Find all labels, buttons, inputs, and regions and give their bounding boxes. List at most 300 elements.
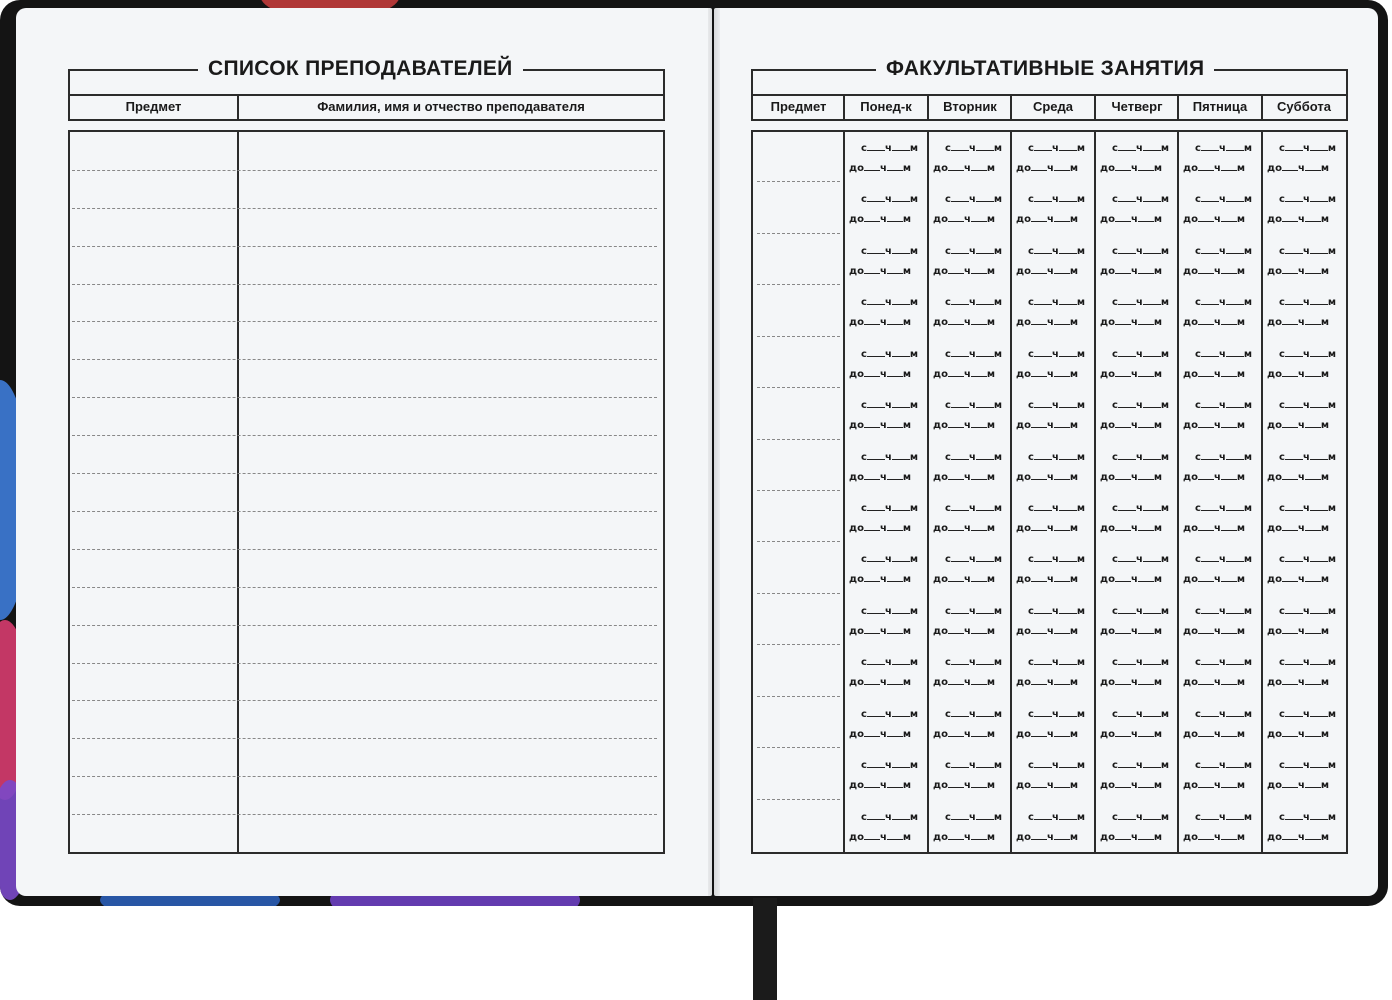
- time-label: с: [1279, 503, 1285, 514]
- time-slot-cell[interactable]: [1183, 241, 1257, 284]
- time-slot-cell[interactable]: [849, 498, 923, 541]
- time-to-line: [1016, 162, 1090, 174]
- time-label: до: [933, 369, 948, 380]
- time-slot-cell[interactable]: [1267, 601, 1341, 644]
- time-slot-cell[interactable]: [1183, 292, 1257, 335]
- elective-subject-cell[interactable]: [755, 801, 841, 852]
- time-label: с: [861, 400, 867, 411]
- time-label: ч: [1051, 349, 1059, 360]
- time-slot-cell[interactable]: [1100, 189, 1174, 232]
- time-label: ч: [968, 812, 976, 823]
- time-slot-cell[interactable]: [1100, 549, 1174, 592]
- elective-subject-cell[interactable]: [755, 286, 841, 337]
- time-label: м: [1327, 349, 1336, 360]
- teacher-row-line[interactable]: [72, 511, 657, 512]
- blank-underline: [951, 553, 969, 562]
- time-label: м: [993, 246, 1002, 257]
- time-label: м: [902, 626, 912, 637]
- time-label: м: [986, 420, 996, 431]
- time-slot-cell[interactable]: [1183, 138, 1257, 181]
- blank-underline: [1282, 779, 1298, 788]
- time-slot-cell[interactable]: [1100, 292, 1174, 335]
- time-slot-cell[interactable]: [849, 395, 923, 438]
- time-label: до: [1100, 832, 1115, 843]
- blank-underline: [1310, 245, 1328, 254]
- time-label: ч: [1302, 194, 1310, 205]
- blank-underline: [864, 471, 880, 480]
- time-label: м: [986, 163, 996, 174]
- time-label: ч: [1046, 214, 1054, 225]
- time-slot-cell[interactable]: [1016, 652, 1090, 695]
- time-slot-cell[interactable]: [1267, 138, 1341, 181]
- time-to-line: [1100, 728, 1174, 740]
- time-slot-cell[interactable]: [849, 549, 923, 592]
- time-to-line: [1267, 316, 1341, 328]
- teacher-row-line[interactable]: [72, 549, 657, 550]
- time-slot-cell[interactable]: [933, 241, 1007, 284]
- elective-row-line: [757, 490, 840, 491]
- blank-underline: [892, 193, 910, 202]
- blank-underline: [948, 265, 964, 274]
- day-header-4: Пятница: [1192, 99, 1248, 114]
- blank-underline: [1031, 368, 1047, 377]
- blank-underline: [892, 348, 910, 357]
- elective-subject-cell[interactable]: [755, 595, 841, 646]
- time-label: м: [902, 523, 912, 534]
- blank-underline: [864, 779, 880, 788]
- time-label: м: [1320, 214, 1330, 225]
- time-from-line: [1183, 605, 1257, 617]
- time-label: ч: [1046, 472, 1054, 483]
- blank-underline: [864, 831, 880, 840]
- teacher-row-line[interactable]: [72, 435, 657, 436]
- time-slot-cell[interactable]: [933, 755, 1007, 798]
- time-slot-cell[interactable]: [849, 755, 923, 798]
- time-slot-cell[interactable]: [1016, 395, 1090, 438]
- teacher-row-line[interactable]: [72, 473, 657, 474]
- elective-subject-cell[interactable]: [755, 183, 841, 234]
- time-to-line: [849, 368, 923, 380]
- blank-underline: [867, 348, 885, 357]
- blank-underline: [1282, 265, 1298, 274]
- elective-subject-cell[interactable]: [755, 338, 841, 389]
- teacher-row-line[interactable]: [72, 776, 657, 777]
- time-slot-cell[interactable]: [1100, 755, 1174, 798]
- time-label: ч: [1218, 246, 1226, 257]
- time-slot-cell[interactable]: [849, 241, 923, 284]
- time-slot-cell[interactable]: [933, 189, 1007, 232]
- time-slot-cell[interactable]: [1016, 447, 1090, 490]
- time-slot-cell[interactable]: [1016, 755, 1090, 798]
- time-slot-cell[interactable]: [1183, 704, 1257, 747]
- time-label: м: [986, 677, 996, 688]
- time-label: с: [861, 760, 867, 771]
- time-slot-cell[interactable]: [1267, 241, 1341, 284]
- time-slot-cell[interactable]: [1100, 447, 1174, 490]
- time-label: с: [945, 452, 951, 463]
- teacher-row-line[interactable]: [72, 700, 657, 701]
- time-label: ч: [1213, 677, 1221, 688]
- elective-subject-cell[interactable]: [755, 749, 841, 800]
- time-label: ч: [963, 626, 971, 637]
- time-label: с: [1112, 503, 1118, 514]
- time-label: ч: [1135, 246, 1143, 257]
- time-slot-cell[interactable]: [1183, 344, 1257, 387]
- teacher-row-line[interactable]: [72, 359, 657, 360]
- time-label: м: [993, 452, 1002, 463]
- blank-underline: [892, 296, 910, 305]
- time-label: ч: [1130, 574, 1138, 585]
- blank-underline: [971, 522, 987, 531]
- time-slot-cell[interactable]: [849, 704, 923, 747]
- blank-underline: [1226, 245, 1244, 254]
- time-slot-cell[interactable]: [1183, 807, 1257, 850]
- time-label: с: [1028, 297, 1034, 308]
- time-slot-cell[interactable]: [1100, 344, 1174, 387]
- teacher-row-line[interactable]: [72, 663, 657, 664]
- time-label: ч: [1046, 369, 1054, 380]
- elective-subject-cell[interactable]: [755, 132, 841, 183]
- time-from-line: [933, 451, 1007, 463]
- time-label: м: [1069, 574, 1079, 585]
- blank-underline: [1138, 471, 1154, 480]
- time-slot-cell[interactable]: [1100, 601, 1174, 644]
- blank-underline: [1054, 625, 1070, 634]
- column-header-teacher-name: Фамилия, имя и отчество преподавателя: [317, 99, 585, 114]
- blank-underline: [1226, 811, 1244, 820]
- time-label: с: [1279, 760, 1285, 771]
- blank-underline: [1118, 656, 1136, 665]
- blank-underline: [1059, 605, 1077, 614]
- time-label: м: [1069, 214, 1079, 225]
- time-slot-cell[interactable]: [933, 292, 1007, 335]
- time-label: ч: [1051, 400, 1059, 411]
- blank-underline: [976, 811, 994, 820]
- time-from-line: [1267, 759, 1341, 771]
- time-label: м: [1160, 709, 1169, 720]
- time-label: ч: [879, 420, 887, 431]
- blank-underline: [1285, 348, 1303, 357]
- time-label: м: [986, 832, 996, 843]
- time-slot-cell[interactable]: [933, 549, 1007, 592]
- time-slot-cell[interactable]: [1267, 344, 1341, 387]
- time-from-line: [933, 811, 1007, 823]
- time-slot-cell[interactable]: [933, 138, 1007, 181]
- time-label: с: [1195, 709, 1201, 720]
- time-label: м: [993, 503, 1002, 514]
- elective-subject-cell[interactable]: [755, 389, 841, 440]
- time-slot-cell[interactable]: [1267, 189, 1341, 232]
- teacher-row-line[interactable]: [72, 321, 657, 322]
- time-to-line: [1016, 831, 1090, 843]
- time-label: с: [1195, 606, 1201, 617]
- time-label: м: [1243, 452, 1252, 463]
- time-slot-cell[interactable]: [849, 344, 923, 387]
- time-label: м: [1327, 143, 1336, 154]
- time-label: м: [1076, 143, 1085, 154]
- time-slot-cell[interactable]: [849, 138, 923, 181]
- bookmark-ribbon[interactable]: [753, 898, 777, 1000]
- time-label: ч: [1051, 452, 1059, 463]
- time-slot-cell[interactable]: [1016, 138, 1090, 181]
- time-label: с: [1279, 400, 1285, 411]
- blank-underline: [1138, 316, 1154, 325]
- time-label: с: [1028, 503, 1034, 514]
- time-label: с: [1112, 400, 1118, 411]
- time-slot-cell[interactable]: [933, 601, 1007, 644]
- time-to-line: [933, 676, 1007, 688]
- blank-underline: [1310, 605, 1328, 614]
- time-slot-cell[interactable]: [1183, 395, 1257, 438]
- time-slot-cell[interactable]: [1267, 395, 1341, 438]
- time-slot-cell[interactable]: [933, 704, 1007, 747]
- time-slot-cell[interactable]: [933, 447, 1007, 490]
- time-slot-cell[interactable]: [1183, 652, 1257, 695]
- time-from-line: [1183, 142, 1257, 154]
- blank-underline: [1054, 522, 1070, 531]
- elective-subject-cell[interactable]: [755, 441, 841, 492]
- blank-underline: [1054, 676, 1070, 685]
- time-from-line: [1016, 245, 1090, 257]
- blank-underline: [976, 399, 994, 408]
- time-slot-cell[interactable]: [1016, 549, 1090, 592]
- blank-underline: [1282, 573, 1298, 582]
- blank-underline: [951, 296, 969, 305]
- time-slot-cell[interactable]: [1183, 447, 1257, 490]
- time-label: ч: [1046, 523, 1054, 534]
- time-label: с: [945, 812, 951, 823]
- time-label: м: [986, 523, 996, 534]
- time-slot-cell[interactable]: [849, 652, 923, 695]
- teacher-row-line[interactable]: [72, 738, 657, 739]
- blank-underline: [1226, 296, 1244, 305]
- time-label: м: [1153, 214, 1163, 225]
- teacher-row-line[interactable]: [72, 170, 657, 171]
- blank-underline: [951, 451, 969, 460]
- time-from-line: [1267, 399, 1341, 411]
- blank-underline: [867, 708, 885, 717]
- time-label: с: [945, 606, 951, 617]
- time-slot-cell[interactable]: [1016, 704, 1090, 747]
- time-slot-cell[interactable]: [1100, 807, 1174, 850]
- time-slot-cell[interactable]: [933, 498, 1007, 541]
- time-slot-cell[interactable]: [1016, 241, 1090, 284]
- time-label: м: [1153, 729, 1163, 740]
- time-label: м: [1076, 349, 1085, 360]
- elective-subject-cell[interactable]: [755, 492, 841, 543]
- time-to-line: [1100, 368, 1174, 380]
- time-slot-cell[interactable]: [1100, 138, 1174, 181]
- time-from-line: [1267, 553, 1341, 565]
- blank-underline: [948, 728, 964, 737]
- blank-underline: [1282, 831, 1298, 840]
- blank-underline: [864, 368, 880, 377]
- blank-underline: [1031, 471, 1047, 480]
- blank-underline: [1305, 162, 1321, 171]
- time-to-line: [1100, 162, 1174, 174]
- time-label: м: [1160, 503, 1169, 514]
- time-label: до: [1183, 214, 1198, 225]
- time-label: с: [1195, 349, 1201, 360]
- time-label: ч: [1297, 832, 1305, 843]
- time-label: м: [1320, 472, 1330, 483]
- time-slot-cell[interactable]: [1016, 498, 1090, 541]
- time-label: с: [1112, 709, 1118, 720]
- blank-underline: [1310, 193, 1328, 202]
- elective-row-line: [757, 284, 840, 285]
- time-slot-cell[interactable]: [1267, 807, 1341, 850]
- time-slot-cell[interactable]: [1267, 447, 1341, 490]
- time-label: с: [1112, 246, 1118, 257]
- blank-underline: [1054, 213, 1070, 222]
- teacher-row-line[interactable]: [72, 587, 657, 588]
- time-label: м: [909, 554, 918, 565]
- elective-subject-cell[interactable]: [755, 698, 841, 749]
- blank-underline: [1201, 811, 1219, 820]
- time-label: м: [1076, 760, 1085, 771]
- column-header-subject-right: Предмет: [770, 99, 827, 114]
- time-slot-cell[interactable]: [933, 395, 1007, 438]
- time-label: до: [1100, 677, 1115, 688]
- blank-underline: [1201, 348, 1219, 357]
- time-label: м: [1069, 780, 1079, 791]
- time-slot-cell[interactable]: [1183, 755, 1257, 798]
- time-slot-cell[interactable]: [1016, 189, 1090, 232]
- blank-underline: [948, 213, 964, 222]
- blank-underline: [1034, 451, 1052, 460]
- blank-underline: [1143, 759, 1161, 768]
- time-label: ч: [963, 420, 971, 431]
- teacher-row-line[interactable]: [72, 814, 657, 815]
- time-slot-cell[interactable]: [1100, 241, 1174, 284]
- time-slot-cell[interactable]: [1100, 395, 1174, 438]
- time-slot-cell[interactable]: [1183, 601, 1257, 644]
- time-label: м: [902, 317, 912, 328]
- time-label: с: [1195, 194, 1201, 205]
- time-label: ч: [1297, 523, 1305, 534]
- time-label: с: [1112, 297, 1118, 308]
- time-slot-cell[interactable]: [849, 807, 923, 850]
- time-label: до: [933, 472, 948, 483]
- elective-subject-cell[interactable]: [755, 543, 841, 594]
- time-slot-cell[interactable]: [1267, 652, 1341, 695]
- blank-underline: [951, 399, 969, 408]
- teacher-row-line[interactable]: [72, 397, 657, 398]
- teacher-row-line[interactable]: [72, 208, 657, 209]
- time-to-line: [1267, 162, 1341, 174]
- blank-underline: [976, 142, 994, 151]
- time-label: с: [1195, 143, 1201, 154]
- blank-underline: [1305, 573, 1321, 582]
- time-slot-cell[interactable]: [1267, 755, 1341, 798]
- time-label: м: [993, 812, 1002, 823]
- elective-subject-cell[interactable]: [755, 235, 841, 286]
- time-to-line: [849, 213, 923, 225]
- time-from-line: [1016, 553, 1090, 565]
- blank-underline: [976, 193, 994, 202]
- time-label: до: [1183, 677, 1198, 688]
- time-slot-cell[interactable]: [1183, 549, 1257, 592]
- teacher-row-line[interactable]: [72, 284, 657, 285]
- time-from-line: [1016, 811, 1090, 823]
- time-from-line: [1100, 399, 1174, 411]
- time-label: м: [1069, 472, 1079, 483]
- blank-underline: [1305, 831, 1321, 840]
- time-label: ч: [968, 606, 976, 617]
- time-slot-cell[interactable]: [1183, 498, 1257, 541]
- time-slot-cell[interactable]: [933, 652, 1007, 695]
- blank-underline: [887, 728, 903, 737]
- time-from-line: [933, 245, 1007, 257]
- time-to-line: [933, 779, 1007, 791]
- time-slot-cell[interactable]: [1016, 807, 1090, 850]
- blank-underline: [1226, 451, 1244, 460]
- blank-underline: [1115, 471, 1131, 480]
- time-slot-cell[interactable]: [1100, 498, 1174, 541]
- time-label: ч: [1297, 472, 1305, 483]
- time-slot-cell[interactable]: [1100, 704, 1174, 747]
- time-label: с: [861, 657, 867, 668]
- time-label: до: [1183, 729, 1198, 740]
- time-slot-cell[interactable]: [933, 807, 1007, 850]
- teacher-row-line[interactable]: [72, 246, 657, 247]
- elective-subject-cell[interactable]: [755, 646, 841, 697]
- time-slot-cell[interactable]: [1183, 189, 1257, 232]
- time-from-line: [849, 605, 923, 617]
- time-label: до: [1183, 472, 1198, 483]
- teacher-row-line[interactable]: [72, 625, 657, 626]
- blank-underline: [1143, 811, 1161, 820]
- blank-underline: [951, 142, 969, 151]
- time-slot-cell[interactable]: [1267, 704, 1341, 747]
- time-from-line: [1100, 502, 1174, 514]
- blank-underline: [1201, 245, 1219, 254]
- time-label: ч: [1130, 317, 1138, 328]
- time-label: ч: [963, 317, 971, 328]
- time-slot-cell[interactable]: [849, 292, 923, 335]
- time-label: м: [986, 214, 996, 225]
- book-spine: [708, 8, 720, 896]
- time-to-line: [1183, 625, 1257, 637]
- time-from-line: [1267, 811, 1341, 823]
- time-slot-cell[interactable]: [849, 447, 923, 490]
- time-slot-cell[interactable]: [1016, 344, 1090, 387]
- time-label: с: [1195, 246, 1201, 257]
- time-slot-cell[interactable]: [933, 344, 1007, 387]
- blank-underline: [1143, 193, 1161, 202]
- time-label: ч: [1297, 780, 1305, 791]
- time-label: м: [902, 214, 912, 225]
- time-slot-cell[interactable]: [849, 189, 923, 232]
- time-slot-cell[interactable]: [1267, 292, 1341, 335]
- time-slot-cell[interactable]: [1267, 498, 1341, 541]
- time-from-line: [933, 605, 1007, 617]
- time-slot-cell[interactable]: [849, 601, 923, 644]
- time-label: до: [1016, 780, 1031, 791]
- time-label: до: [1100, 472, 1115, 483]
- time-label: до: [1267, 729, 1282, 740]
- time-slot-cell[interactable]: [1100, 652, 1174, 695]
- time-slot-cell[interactable]: [1016, 601, 1090, 644]
- time-slot-cell[interactable]: [1267, 549, 1341, 592]
- time-label: м: [1320, 574, 1330, 585]
- blank-underline: [1059, 759, 1077, 768]
- time-label: ч: [884, 760, 892, 771]
- time-label: с: [1028, 400, 1034, 411]
- time-slot-cell[interactable]: [1016, 292, 1090, 335]
- time-from-line: [1183, 502, 1257, 514]
- blank-underline: [1221, 779, 1237, 788]
